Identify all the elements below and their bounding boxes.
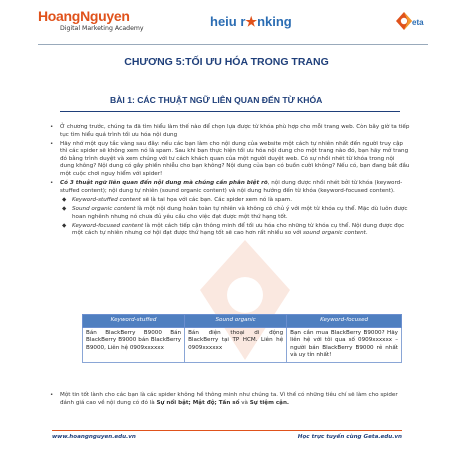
logo-nguyen-text: Nguyen <box>80 8 130 24</box>
term-keyword-stuffed: ◆ Keyword-stuffed content sẽ là tai họa với các bạn. Các spider xem nó là spam. <box>62 196 292 203</box>
table-cell: Bán điện thoại di động BlackBerry tại TP HCM. Liên hệ 0909xxxxxx <box>185 327 287 362</box>
chapter-title: CHƯƠNG 5:TỐI ƯU HÓA TRONG TRANG <box>124 56 329 68</box>
logo2-star-icon: ★ <box>245 14 258 29</box>
table-cell: Bán BlackBerry B9000 Bán BlackBerry B9000 bán BlackBerry B9000, Liên hệ 0909xxxxxx <box>83 327 185 362</box>
heiu-ranking-logo <box>210 14 292 30</box>
table-cell: Bạn cần mua BlackBerry B9000? Hãy liên hệ với tôi qua số 0909xxxxxx – người bán BlackBerry B9000 rẻ nhất và uy tín nhất! <box>287 327 402 362</box>
paragraph-golden-rule: • Hãy nhớ một quy tắc vàng sau đây: nếu các bạn làm cho nội dung của website một cách tự nhiên nhất đến người truy cập thì các spider sẽ không xem nó là spam. Sau khi bạn thực hiện tối ưu hóa nội dung cho một trang nào đó, bạn hãy mở trang đó bằng trình duyệt và xem chúng với tư cách khách quan của một người duyệt web. Có sự nhồi nhét từ khóa trong nội dung không? Nội dung có gây phiền nhiễu cho bạn không? Nội dung của bạn có buồn cười không? Nếu có, bạn đang bắt đầu một cuộc chơi nguy hiểm với spider! <box>50 140 410 178</box>
lesson-underline <box>60 111 400 112</box>
logo2-text-a: heiu r <box>210 14 246 29</box>
geta-logo <box>390 8 430 34</box>
logo-hoang-text: Hoang <box>38 8 81 24</box>
hoangnguyen-logo <box>38 8 158 35</box>
page-header <box>38 8 428 52</box>
closing-paragraph <box>50 392 410 409</box>
paragraph-intro: • Ở chương trước, chúng ta đã tìm hiểu làm thế nào để chọn lựa được từ khóa phù hợp cho mỗi trang web. Còn bây giờ ta tiếp tục tìm hiểu quá trình tối ưu hóa nội dung <box>50 124 410 138</box>
table-row <box>83 327 402 362</box>
table-header-cell: Sound organic <box>185 315 287 328</box>
table-header-cell: Keyword-stuffed <box>83 315 185 328</box>
logo2-text-b: nking <box>257 14 292 29</box>
paragraph-criteria: • Một tin tốt lành cho các bạn là các spider không hề thông minh như chúng ta. Vì thế có những tiêu chí sẽ làm cho spider đánh giá cao về nội dung có đó là Sự nổi bật; Mật độ; Tần số và Sự tiệm cận. <box>50 392 398 406</box>
bullet-icon: • <box>50 140 54 147</box>
table-header-cell: Keyword-focused <box>287 315 402 328</box>
comparison-table <box>82 314 402 363</box>
bullet-icon: • <box>50 180 54 187</box>
table-header-row <box>83 315 402 328</box>
diamond-bullet-icon: ◆ <box>62 196 67 203</box>
diamond-bullet-icon: ◆ <box>62 222 67 229</box>
logo-tagline: Digital Marketing Academy <box>60 25 144 32</box>
bullet-icon: • <box>50 124 54 130</box>
geta-logo-text: eta <box>412 18 424 27</box>
bullet-icon: • <box>50 392 54 398</box>
footer-divider <box>52 430 402 431</box>
content-body <box>50 124 410 239</box>
diamond-bullet-icon: ◆ <box>62 205 67 212</box>
header-divider <box>38 44 428 45</box>
paragraph-three-terms: • Có 3 thuật ngữ liên quan đến nội dung mà chúng cần phân biệt rõ, nội dung được nhồi nhét bởi từ khóa (keyword-stuffed content); nội dung tự nhiên (sound organic content) và nội dung hướng đến từ khóa (keyword-focused content). <box>50 180 403 194</box>
footer-link-geta[interactable]: Học trực tuyến cùng Geta.edu.vn <box>297 434 402 440</box>
footer-link-hoangnguyen[interactable]: www.hoangnguyen.edu.vn <box>52 434 136 440</box>
page-footer <box>52 430 402 444</box>
term-keyword-focused: ◆ Keyword-focused content là một cách tiếp cận thông minh để tối ưu hóa cho những từ khóa cụ thể. Nội dung được đọc một cách tự nhiên nhưng cơ hội đạt được thứ hạng tốt sẽ cao hơn rất nhiều so với sound organic content. <box>62 222 405 237</box>
lesson-title: BÀI 1: CÁC THUẬT NGỮ LIÊN QUAN ĐẾN TỪ KHÓA <box>110 95 323 105</box>
geta-logo-icon <box>390 8 430 34</box>
term-sound-organic: ◆ Sound organic content là một nội dung hoàn toàn tự nhiên và không có chủ ý với một từ khóa cụ thể. Mặc dù luôn được hoan nghênh nhưng nó chưa đủ yêu cầu cho việc đạt được một thứ hạng tốt. <box>62 205 408 220</box>
